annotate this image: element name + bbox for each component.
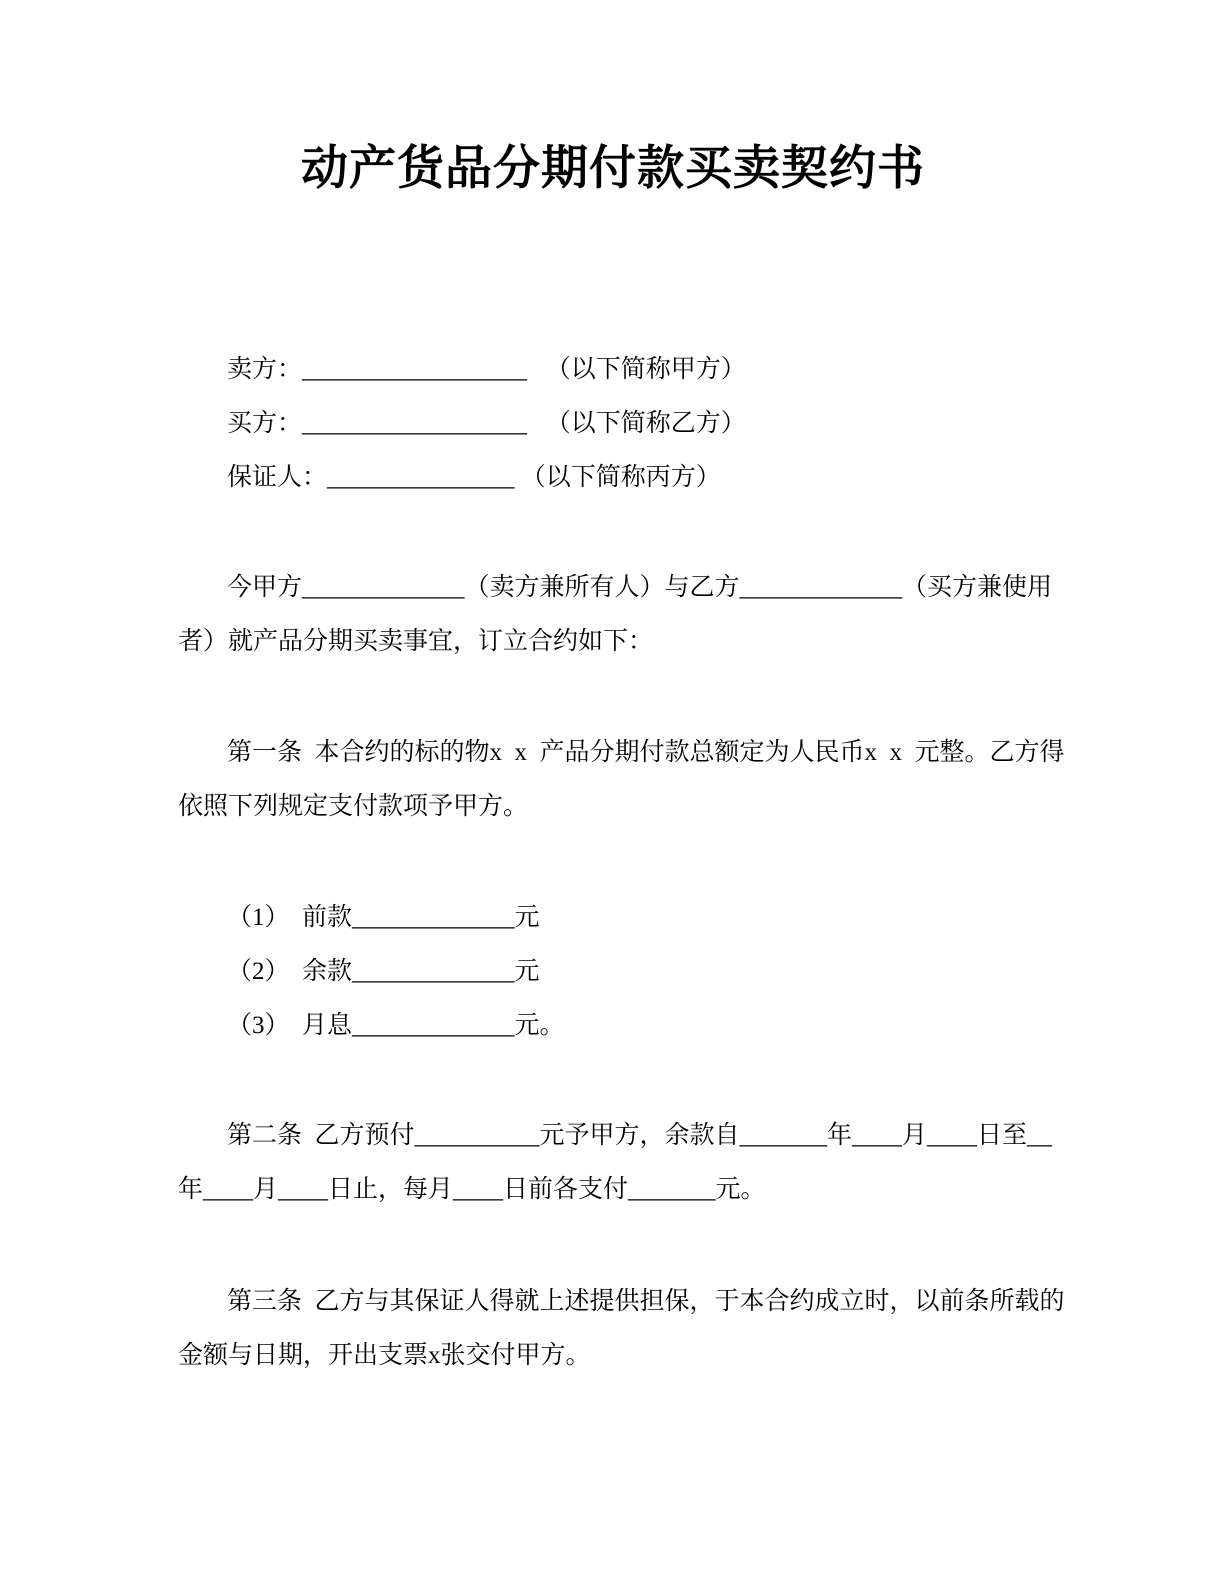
article-1-line-1: 第一条 本合约的标的物x x 产品分期付款总额定为人民币x x 元整。乙方得 [227,739,1065,766]
article-1-paragraph [178,726,1065,834]
article-3-line-2: 金额与日期，开出支票x张交付甲方。 [178,1342,591,1369]
parties-section [178,343,1048,505]
document-title: 动产货品分期付款买卖契约书 [301,141,925,194]
intro-line-2: 者）就产品分期买卖事宜，订立合约如下： [178,628,654,655]
article-2-line-2: 年____月____日止，每月____日前各支付_______元。 [178,1176,766,1203]
article-2-paragraph [178,1109,1053,1217]
payment-item-3: （3） 月息_____________元。 [227,1012,565,1039]
guarantor-line: 保证人：_______________ （以下简称丙方） [227,464,721,491]
article-1-line-2: 依照下列规定支付款项予甲方。 [178,793,529,820]
article-2-line-1: 第二条 乙方预付__________元予甲方，余款自_______年____月____日至__ [227,1122,1053,1149]
article-3-paragraph [178,1275,1065,1383]
payment-items-list [178,891,1048,1053]
buyer-line: 买方：__________________ （以下简称乙方） [227,410,746,437]
intro-paragraph [178,561,1053,669]
payment-item-1: （1） 前款_____________元 [227,904,540,931]
seller-line: 卖方：__________________ （以下简称甲方） [227,356,746,383]
payment-item-2: （2） 余款_____________元 [227,958,540,985]
article-3-line-1: 第三条 乙方与其保证人得就上述提供担保，于本合约成立时，以前条所载的 [227,1288,1065,1315]
intro-line-1: 今甲方_____________（卖方兼所有人）与乙方_____________（买方兼使用 [227,574,1053,601]
